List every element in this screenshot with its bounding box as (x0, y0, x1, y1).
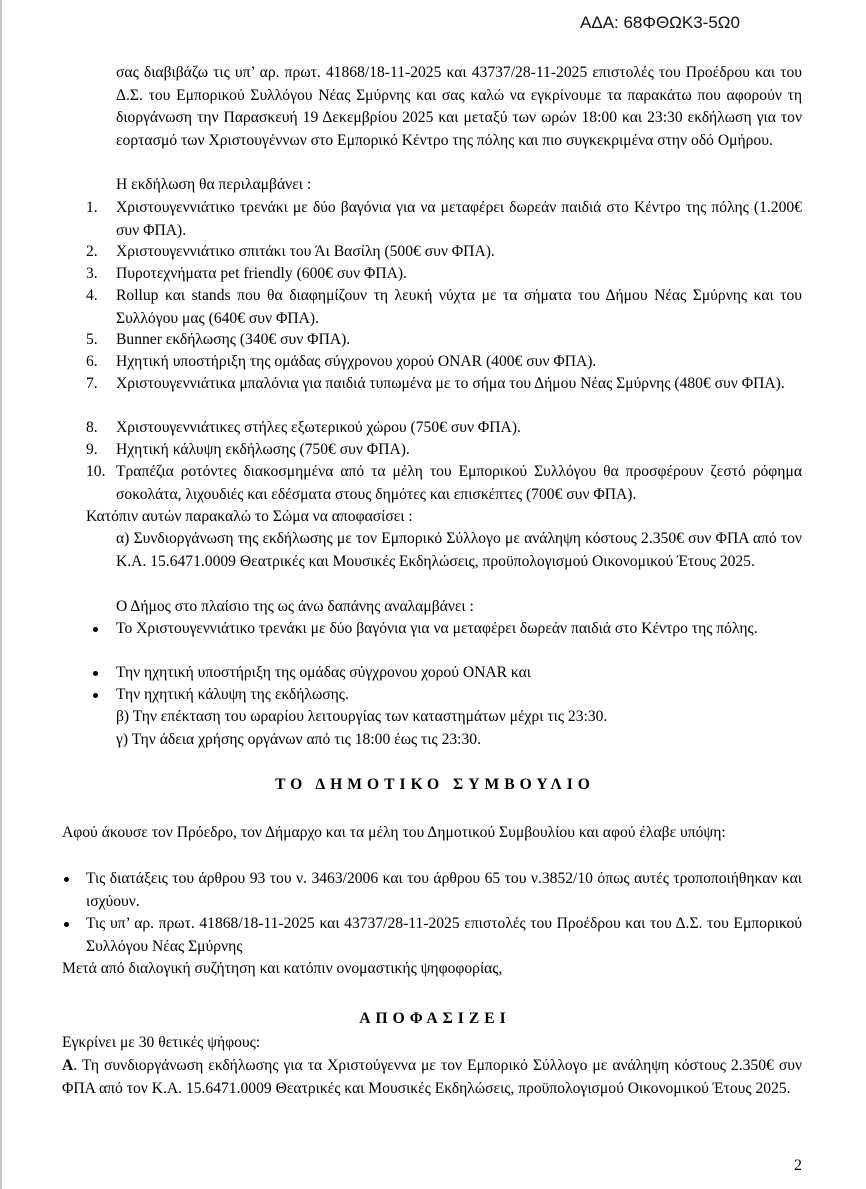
list-item-number: 5. (86, 331, 98, 348)
list-item: Χριστουγεννιάτικες στήλες εξωτερικού χώρου (750€ συν ΦΠΑ). (116, 419, 521, 436)
request-item-a: α) Συνδιοργάνωση της εκδήλωσης με τον Εμπορικό Σύλλογο με ανάληψη κόστους 2.350€ συν ΦΠΑ από τον Κ.Α. 15.6471.0009 Θεατρικές και Μουσικές Εκδηλώσεις, προϋπολογισμού Οικονομικού Έτους 2025. (116, 530, 802, 570)
list-item-number: 7. (86, 375, 98, 392)
list-item: Τραπέζια ροτόντες διακοσμημένα από τα μέλη του Εμπορικού Συλλόγου θα προσφέρουν ζεστό ρόφημα σοκολάτα, λιχουδιές και εδέσματα στους δημότες και επισκέπτες (700€ συν ΦΠΑ). (116, 463, 802, 503)
list-item-number: 2. (86, 243, 98, 260)
consideration-item: Τις υπ’ αρ. πρωτ. 41868/18-11-2025 και 43737/28-11-2025 επιστολές του Προέδρου και του Δ.Σ. του Εμπορικού Συλλόγου Νέας Σμύρνης (86, 915, 802, 955)
list-item-number: 10. (86, 463, 106, 480)
bullet-icon (93, 671, 98, 676)
list-item: Bunner εκδήλωσης (340€ συν ΦΠΑ). (116, 331, 351, 348)
bullet-icon (93, 627, 98, 632)
list-item-number: 8. (86, 419, 98, 436)
intro-paragraph: σας διαβιβάζω τις υπ’ αρ. πρωτ. 41868/18-11-2025 και 43737/28-11-2025 επιστολές του Προέδρου και του Δ.Σ. του Εμπορικού Συλλόγου Νέας Σμύρνης και σας καλώ να εγκρίνουμε τα παρακάτω που αφορούν τη διοργάνωση την Παρασκευή 19 Δεκεμβρίου 2025 και μεταξύ των ωρών 18:00 και 23:30 εκδήλωση για τον εορτασμό των Χριστουγέννων στο Εμπορικό Κέντρο της πόλης και πιο συγκεκριμένα στην οδό Ομήρου. (116, 64, 802, 149)
page-number: 2 (794, 1157, 802, 1174)
request-intro: Κατόπιν αυτών παρακαλώ το Σώμα να αποφασίσει : (86, 508, 413, 525)
list-item: Ηχητική κάλυψη εκδήλωσης (750€ συν ΦΠΑ). (116, 441, 410, 458)
list-item: Χριστουγεννιάτικο σπιτάκι του Άι Βασίλη (500€ συν ΦΠΑ). (116, 243, 495, 260)
municipality-intro: Ο Δήμος στο πλαίσιο της ως άνω δαπάνης αναλαμβάνει : (116, 598, 474, 615)
request-item-b: β) Την επέκταση του ωραρίου λειτουργίας των καταστημάτων μέχρι τις 23:30. (116, 708, 608, 725)
list-item-number: 3. (86, 265, 98, 282)
bullet-icon (93, 693, 98, 698)
list-item: Πυροτεχνήματα pet friendly (600€ συν ΦΠΑ). (116, 265, 407, 282)
council-heard-paragraph: Αφού άκουσε τον Πρόεδρο, τον Δήμαρχο και τα μέλη του Δημοτικού Συμβουλίου και αφού έλαβε υπόψη: (62, 824, 726, 841)
decision-item-a-text: . Τη συνδιοργάνωση εκδήλωσης για τα Χριστούγεννα με τον Εμπορικό Σύλλογο με ανάληψη κόστους 2.350€ συν ΦΠΑ από τον Κ.Α. 15.6471.0009 Θεατρικές και Μουσικές Εκδηλώσεις, προϋπολογισμού Οικονομικού Έτους 2025. (62, 1057, 802, 1097)
list-item-number: 1. (86, 199, 98, 216)
request-item-c: γ) Την άδεια χρήσης οργάνων από τις 18:00 έως τις 23:30. (116, 731, 482, 748)
approval-statement: Εγκρίνει με 30 θετικές ψήφους: (62, 1034, 261, 1051)
ada-code: ΑΔΑ: 68ΦΘΩΚ3-5Ω0 (580, 13, 740, 32)
decision-item-a-label: Α (62, 1057, 74, 1074)
list-item: Χριστουγεννιάτικα μπαλόνια για παιδιά τυπωμένα με το σήμα του Δήμου Νέας Σμύρνης (480€ συν ΦΠΑ). (116, 375, 785, 392)
list-item-number: 9. (86, 441, 98, 458)
decision-heading: ΑΠΟΦΑΣΙΖΕΙ (359, 1010, 511, 1027)
bullet-icon (64, 922, 69, 927)
event-includes-label: Η εκδήλωση θα περιλαμβάνει : (116, 176, 312, 193)
list-item-number: 4. (86, 287, 98, 304)
list-item: Χριστουγεννιάτικο τρενάκι με δύο βαγόνια για να μεταφέρει δωρεάν παιδιά στο Κέντρο της πόλης (1.200€ συν ΦΠΑ). (116, 199, 802, 239)
vote-intro: Μετά από διαλογική συζήτηση και κατόπιν ονομαστικής ψηφοφορίας, (62, 960, 503, 977)
municipality-item: Την ηχητική κάλυψη της εκδήλωσης. (116, 686, 349, 703)
decision-item-a (62, 1055, 802, 1100)
council-heading: ΤΟ ΔΗΜΟΤΙΚΟ ΣΥΜΒΟΥΛΙΟ (275, 776, 595, 793)
bullet-icon (64, 877, 69, 882)
list-item: Ηχητική υποστήριξη της ομάδας σύγχρονου χορού ONAR (400€ συν ΦΠΑ). (116, 353, 597, 370)
consideration-item: Τις διατάξεις του άρθρου 93 του ν. 3463/2006 και του άρθρου 65 του ν.3852/10 όπως αυτές τροποποιήθηκαν και ισχύουν. (86, 870, 802, 910)
municipality-item: Το Χριστουγεννιάτικο τρενάκι με δύο βαγόνια για να μεταφέρει δωρεάν παιδιά στο Κέντρο της πόλης. (116, 620, 758, 637)
list-item-number: 6. (86, 353, 98, 370)
municipality-item: Την ηχητική υποστήριξη της ομάδας σύγχρονου χορού ONAR και (116, 664, 531, 681)
list-item: Rollup και stands που θα διαφημίζουν τη λευκή νύχτα με τα σήματα του Δήμου Νέας Σμύρνης και του Συλλόγου μας (640€ συν ΦΠΑ). (116, 287, 802, 327)
